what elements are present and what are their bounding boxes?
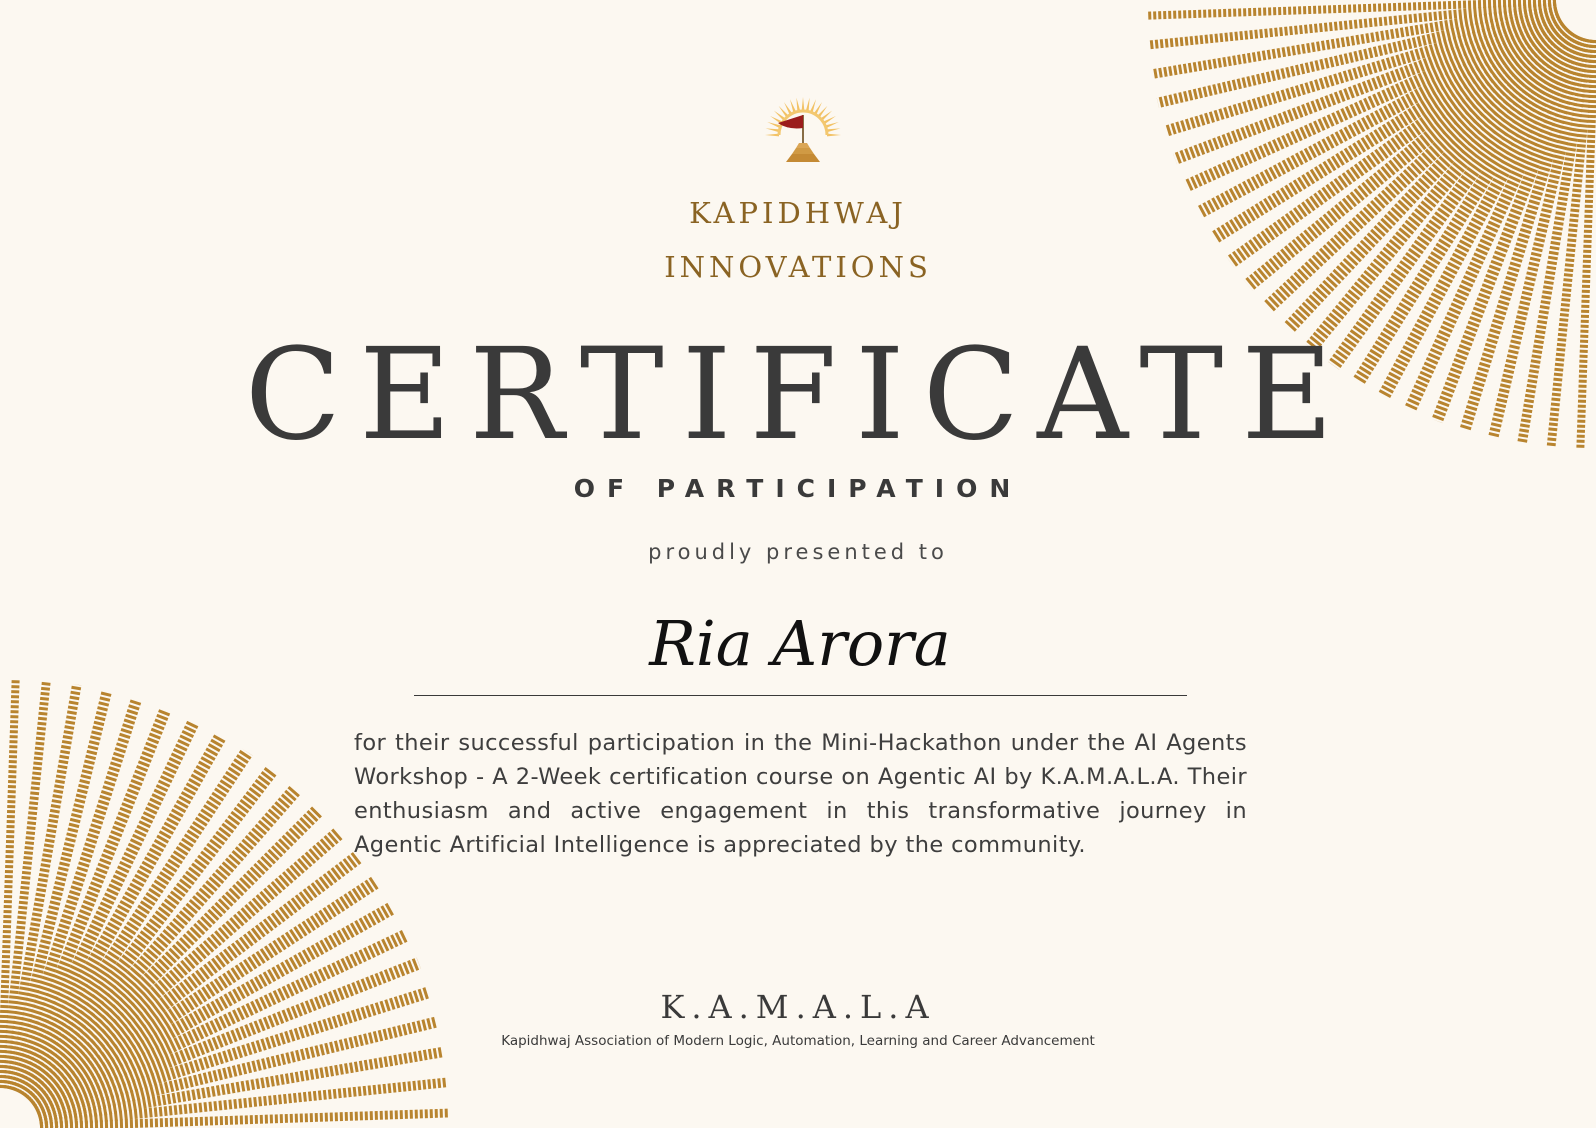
sun-ray xyxy=(766,128,780,132)
sun-ray xyxy=(765,134,779,137)
footer-acronym: K.A.M.A.L.A xyxy=(660,988,936,1026)
sun-ray xyxy=(796,98,800,112)
sun-ray xyxy=(827,134,841,137)
organization-name-line2: INNOVATIONS xyxy=(664,250,932,284)
sun-flag-temple-icon xyxy=(748,90,858,170)
sun-ray xyxy=(826,128,840,132)
organization-name-line1: KAPIDHWAJ xyxy=(689,196,907,230)
ray-line xyxy=(32,856,359,1104)
presented-to-text: proudly presented to xyxy=(648,540,948,564)
sun-ray xyxy=(806,98,810,112)
certificate-body-text: for their successful participation in the Mini-Hackathon under the AI Agents Workshop - A 2-Week certification course on Agentic AI by K.A.M.A.L.A. Their enthusiasm and active engagement in this transformative journey in Agentic Artificial Intelligence is appreciated by the community. xyxy=(354,730,1247,858)
certificate-title: CERTIFICATE xyxy=(244,321,1352,468)
recipient-name-text: Ria Arora xyxy=(649,607,951,680)
footer-expansion: Kapidhwaj Association of Modern Logic, Automation, Learning and Career Advancement xyxy=(501,1033,1095,1049)
recipient-name xyxy=(620,570,980,720)
name-underline xyxy=(414,695,1187,696)
certificate-subtitle: OF PARTICIPATION xyxy=(573,474,1023,503)
sun-ray xyxy=(802,97,805,111)
